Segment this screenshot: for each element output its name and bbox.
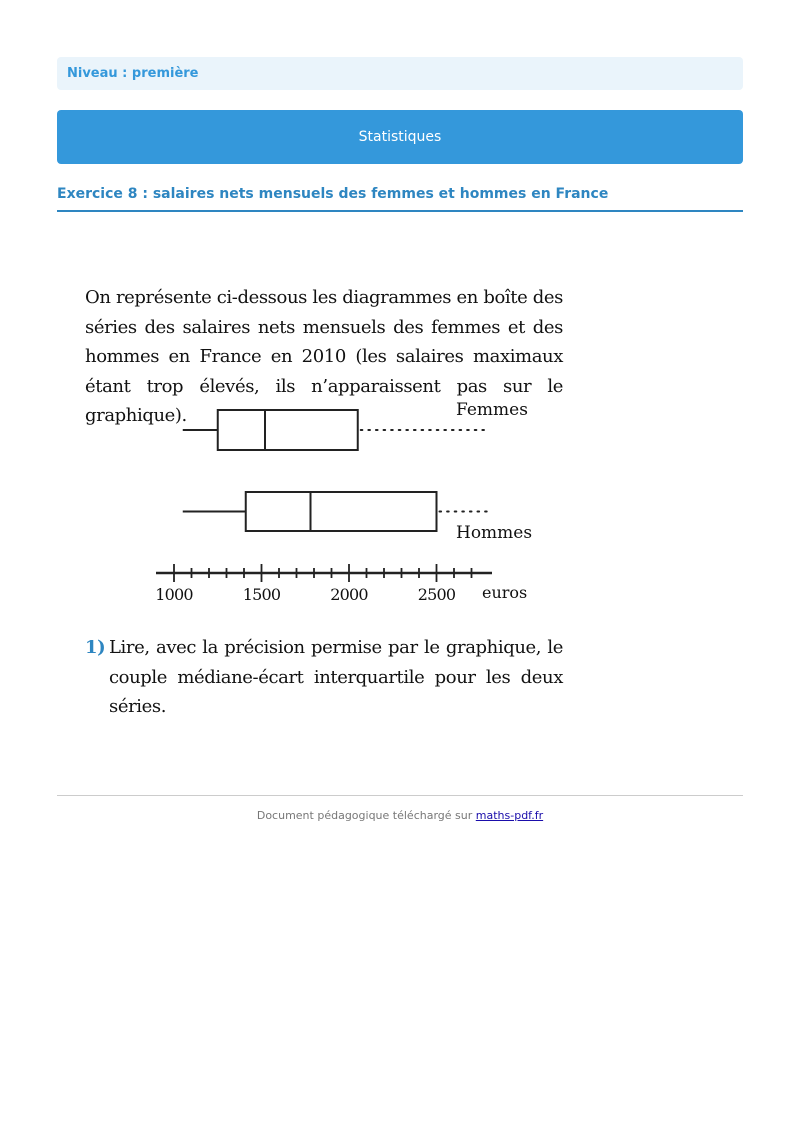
footer-link[interactable]: maths-pdf.fr xyxy=(475,809,544,822)
level-banner xyxy=(57,57,743,90)
question-text: Lire, avec la précision permise par le graphique, le couple médiane-écart interquartile pour les deux séries. xyxy=(109,637,563,717)
subject-banner xyxy=(57,110,743,164)
x-tick-label: 2000 xyxy=(330,585,368,604)
femmes-label: Femmes xyxy=(456,400,528,420)
level-label: Niveau : première xyxy=(67,66,199,81)
x-tick-label: 1500 xyxy=(242,585,281,604)
hommes-label: Hommes xyxy=(456,523,533,543)
exercise-intro: On représente ci-dessous les diagrammes en boîte des séries des salaires nets mensuels des femmes et des hommes en France en 2010 (les salaires maximaux étant trop élevés, ils n’apparaissent pas sur le graphique). xyxy=(85,287,563,426)
hommes-box xyxy=(246,492,437,531)
boxplot-chart xyxy=(140,396,560,611)
exercise-title: Exercice 8 : salaires nets mensuels des femmes et hommes en France xyxy=(57,186,743,212)
x-axis-label: euros xyxy=(482,583,528,602)
footer xyxy=(57,809,743,822)
x-tick-label: 2500 xyxy=(417,585,456,604)
footer-text: Document pédagogique téléchargé sur xyxy=(256,809,473,822)
femmes-box xyxy=(218,410,358,450)
x-tick-label: 1000 xyxy=(155,585,193,604)
footer-divider xyxy=(57,795,743,796)
question-1 xyxy=(85,633,563,722)
subject-label: Statistiques xyxy=(358,129,442,145)
question-number: 1) xyxy=(85,637,106,658)
